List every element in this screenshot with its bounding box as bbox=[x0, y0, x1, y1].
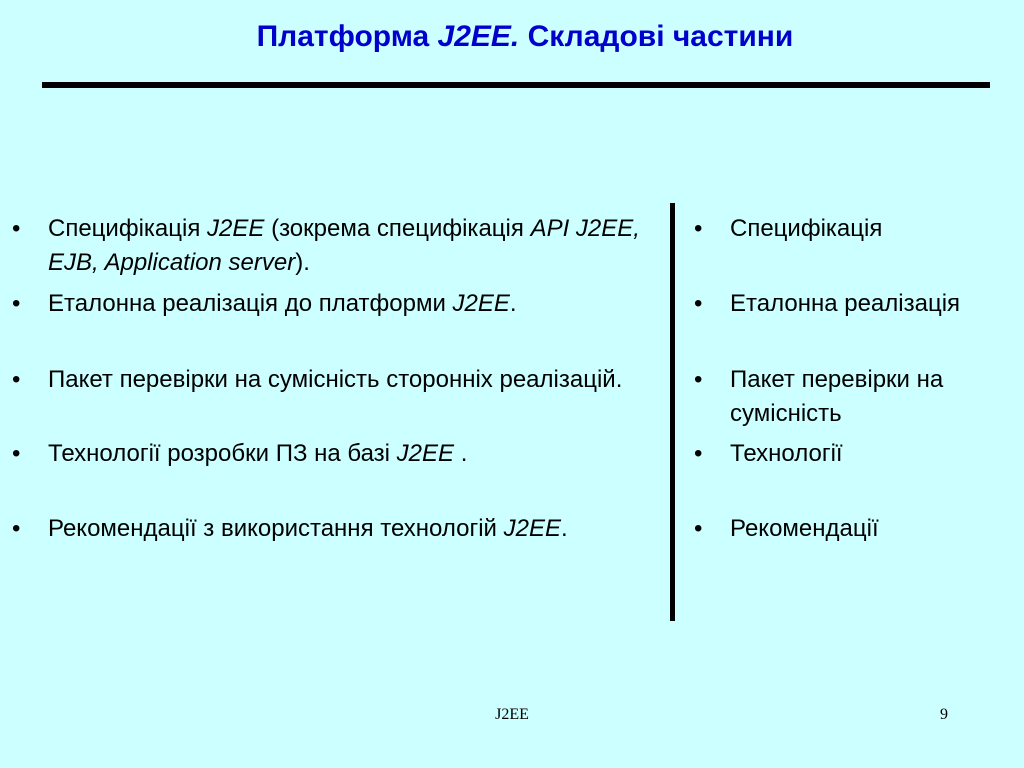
title-part-1: Платформа bbox=[256, 20, 438, 53]
right-item-reference-implementation: Еталонна реалізація bbox=[730, 290, 961, 317]
bullet-icon: • bbox=[12, 366, 21, 393]
bullet-icon: • bbox=[694, 215, 703, 242]
column-divider bbox=[670, 203, 675, 621]
bullet-icon: • bbox=[12, 290, 21, 317]
page-number: 9 bbox=[940, 706, 948, 723]
bullet-icon: • bbox=[694, 290, 703, 317]
left-item-compatibility-test: Пакет перевірки на сумісність сторонніх реалізацій. bbox=[48, 366, 623, 393]
footer-text: J2EE bbox=[495, 706, 529, 723]
slide-title bbox=[0, 20, 1024, 54]
left-item-technologies: Технології розробки ПЗ на базі J2EE . bbox=[48, 440, 468, 467]
left-item-specification: Специфікація J2EE (зокрема специфікація API J2EE, EJB, Application server). bbox=[48, 215, 640, 276]
title-underline bbox=[42, 82, 990, 88]
left-item-reference-implementation: Еталонна реалізація до платформи J2EE. bbox=[48, 290, 517, 317]
bullet-icon: • bbox=[694, 440, 703, 467]
right-item-specification: Специфікація bbox=[730, 215, 883, 242]
right-item-technologies: Технології bbox=[730, 440, 843, 467]
bullet-icon: • bbox=[12, 515, 21, 542]
bullet-icon: • bbox=[694, 515, 703, 542]
title-part-2: J2EE. bbox=[437, 20, 520, 53]
bullet-icon: • bbox=[12, 215, 21, 242]
title-part-3: Складові частини bbox=[519, 20, 794, 53]
left-item-recommendations: Рекомендації з використання технологій J2EE. bbox=[48, 515, 568, 542]
right-item-recommendations: Рекомендації bbox=[730, 515, 879, 542]
bullet-icon: • bbox=[694, 366, 703, 393]
bullet-icon: • bbox=[12, 440, 21, 467]
right-item-compatibility-test: Пакет перевірки на сумісність bbox=[730, 366, 944, 427]
